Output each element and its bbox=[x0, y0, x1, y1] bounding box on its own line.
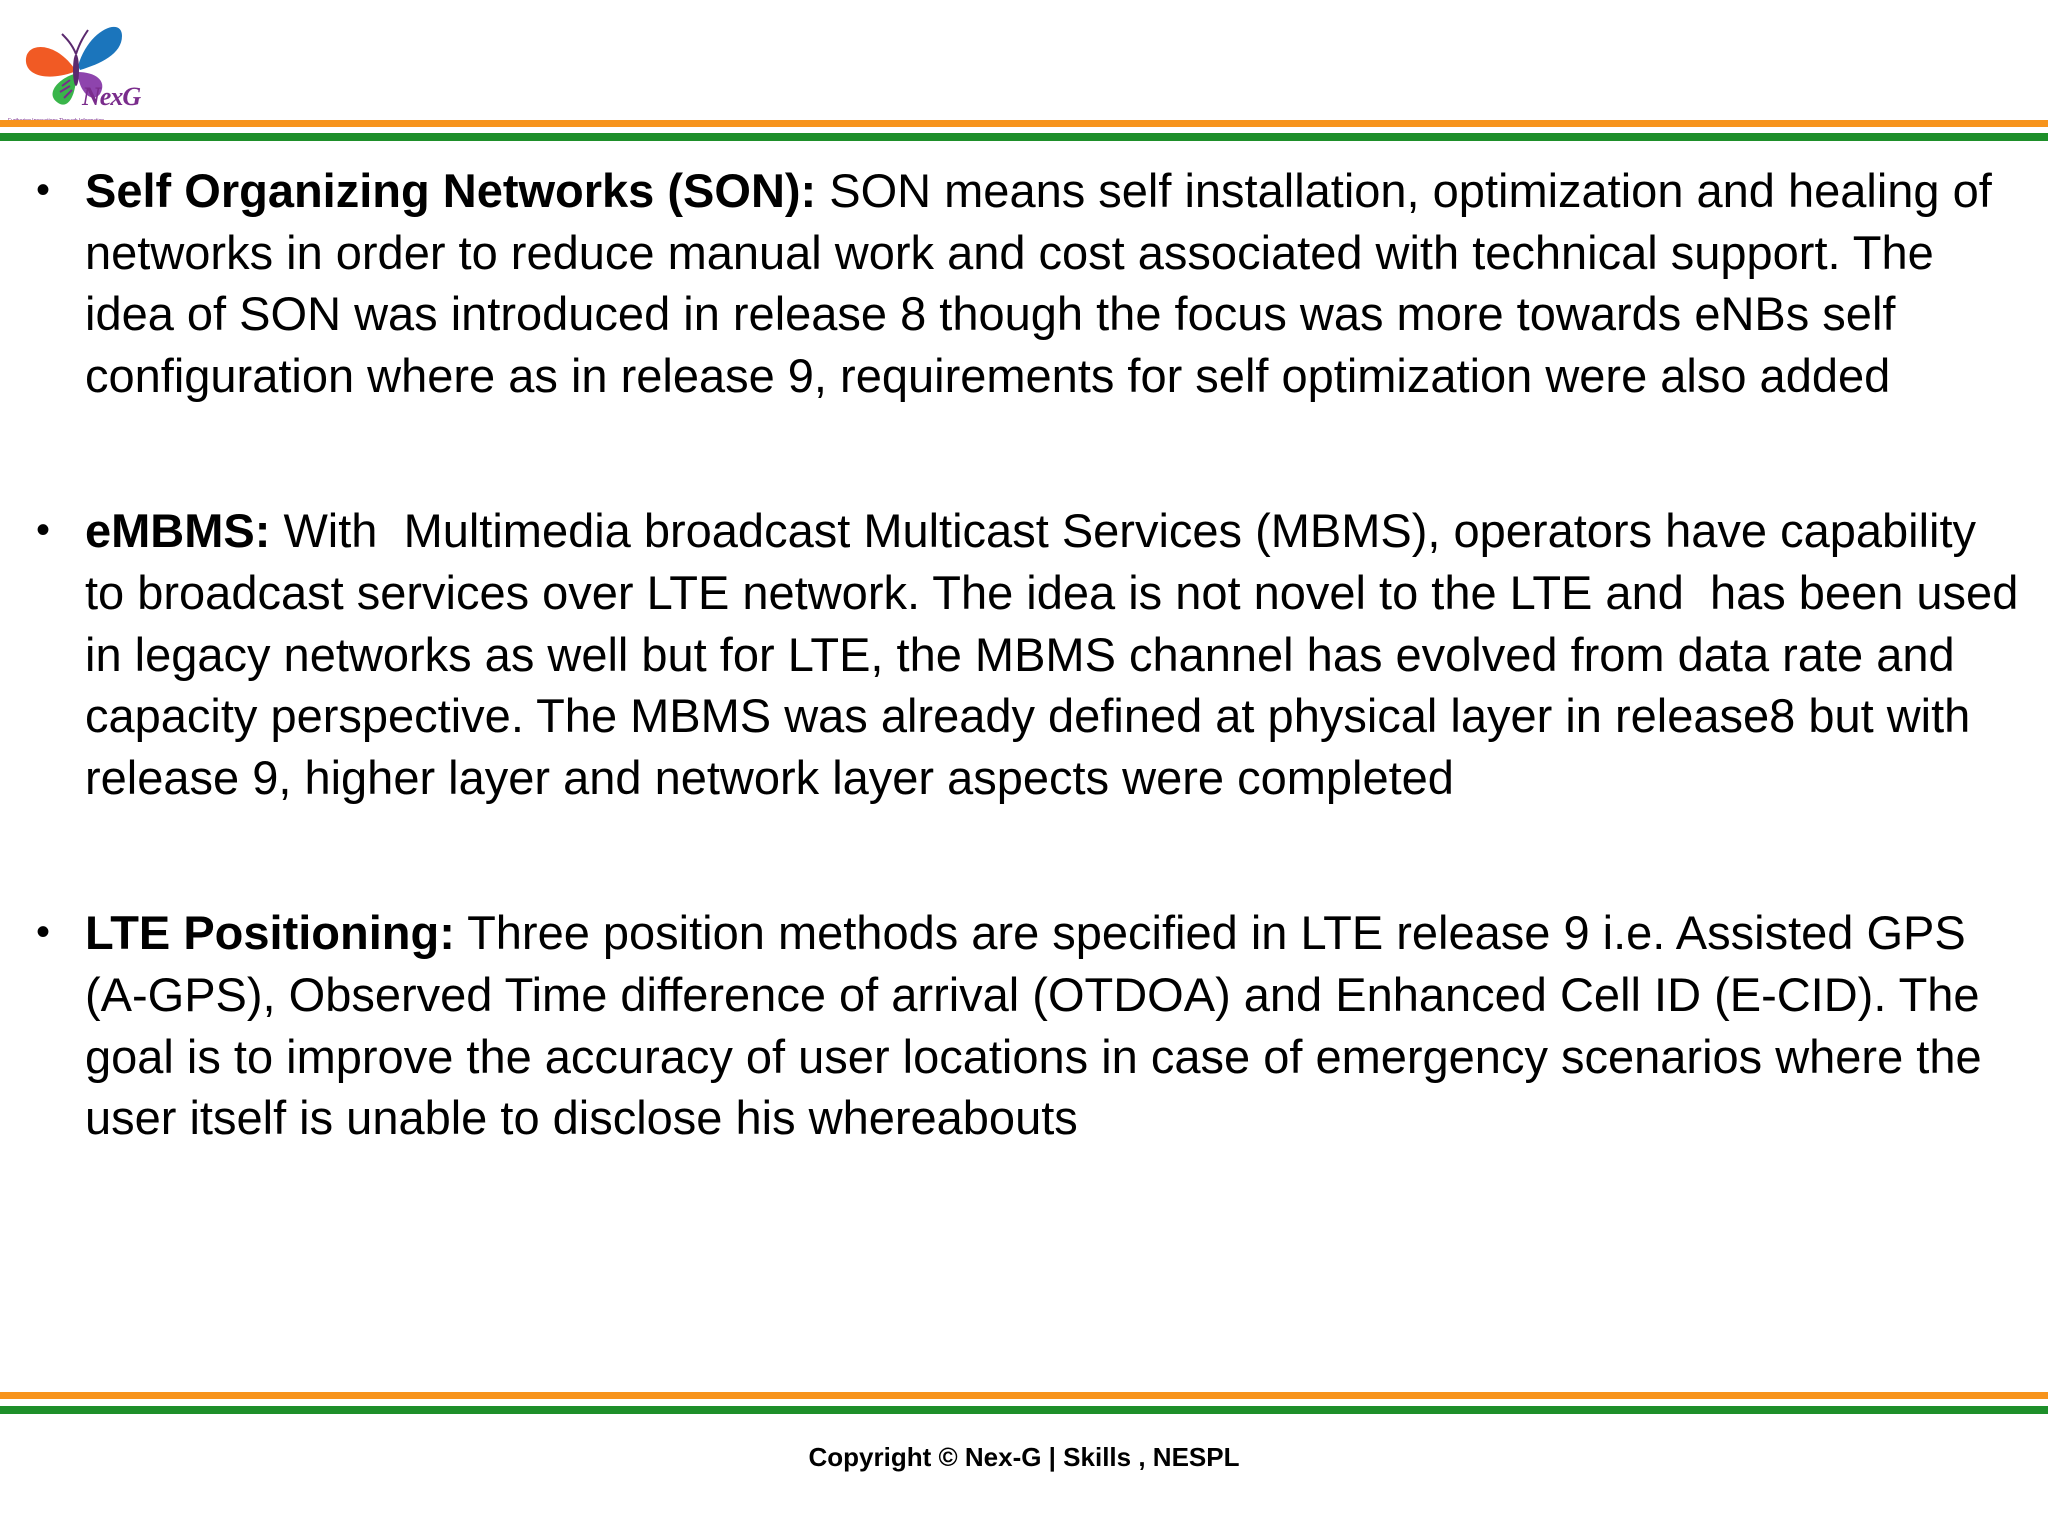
header-rule-orange bbox=[0, 120, 2048, 127]
header-rule-green bbox=[0, 133, 2048, 141]
bullet-text: With Multimedia broadcast Multicast Services (MBMS), operators have capability to broadcast services over LTE network. The idea is not novel to the LTE and has been used in legacy networks as well but for LTE, the MBMS channel has evolved from data rate and capacity perspective. The MBMS was already defined at physical layer in release8 but with release 9, higher layer and network layer aspects were completed bbox=[85, 504, 2032, 804]
bullet-son bbox=[0, 160, 2048, 406]
bullet-embms bbox=[0, 500, 2048, 808]
bullet-text: Three position methods are specified in LTE release 9 i.e. Assisted GPS (A-GPS), Observed Time difference of arrival (OTDOA) and Enhanced Cell ID (E-CID). The goal is to improve the accuracy of user locations in case of emergency scenarios where the user itself is unable to disclose his whereabouts bbox=[85, 906, 1995, 1145]
footer-copyright: Copyright © Nex-G | Skills , NESPL bbox=[808, 1442, 1240, 1472]
bullet-dot-icon: • bbox=[36, 508, 51, 553]
bullet-text: SON means self installation, optimization and healing of networks in order to reduce manual work and cost associated with technical support. The idea of SON was introduced in release 8 though the focus was more towards eNBs self configuration where as in release 9, requirements for self optimization were also added bbox=[85, 164, 2005, 402]
bullet-term: LTE Positioning: bbox=[85, 906, 455, 960]
footer-rule-green bbox=[0, 1406, 2048, 1414]
company-logo bbox=[4, 10, 144, 122]
bullet-term: Self Organizing Networks (SON): bbox=[85, 164, 817, 217]
bullet-term: eMBMS: bbox=[85, 504, 271, 558]
bullet-lte-positioning bbox=[0, 902, 2048, 1148]
bullet-dot-icon: • bbox=[36, 910, 51, 955]
bullet-dot-icon: • bbox=[36, 168, 51, 212]
slide-content bbox=[0, 160, 2048, 1243]
footer-rule-orange bbox=[0, 1392, 2048, 1399]
logo-brand-text: NexG bbox=[82, 82, 141, 111]
